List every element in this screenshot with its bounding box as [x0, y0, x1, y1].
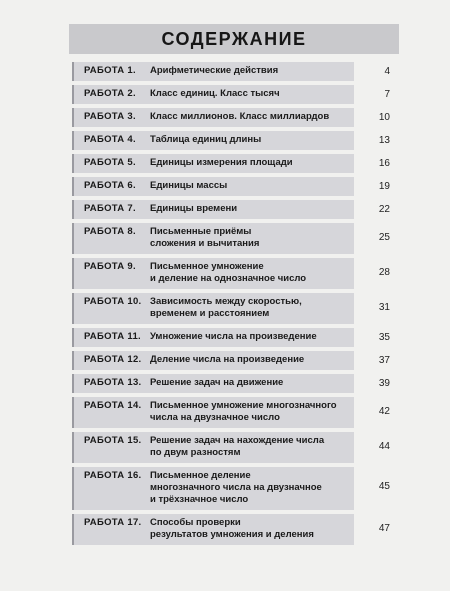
- toc-entry[interactable]: [72, 514, 390, 545]
- topic-title: Умножение числа на произведение: [150, 331, 317, 342]
- page-number: 42: [378, 406, 390, 417]
- work-number: РАБОТА 16.: [84, 470, 142, 481]
- work-number: РАБОТА 6.: [84, 180, 136, 191]
- toc-entry[interactable]: [72, 432, 390, 463]
- work-number: РАБОТА 15.: [84, 435, 142, 446]
- toc-entry-box: [72, 514, 354, 545]
- work-number: РАБОТА 17.: [84, 517, 142, 528]
- toc-entry[interactable]: [72, 62, 390, 81]
- work-number: РАБОТА 13.: [84, 377, 142, 388]
- work-number: РАБОТА 3.: [84, 111, 136, 122]
- toc-entry-box: [72, 374, 354, 393]
- toc-entry-box: [72, 177, 354, 196]
- page-number: 35: [378, 332, 390, 343]
- topic-title: Класс миллионов. Класс миллиардов: [150, 111, 330, 122]
- toc-entry-box: [72, 293, 354, 324]
- toc-entry-box: [72, 85, 354, 104]
- topic-title: Способы проверки результатов умножения и деления: [150, 517, 314, 540]
- toc-entry-box: [72, 397, 354, 428]
- topic-title: Арифметические действия: [150, 65, 279, 76]
- topic-title: Таблица единиц длины: [150, 134, 262, 145]
- page-number: 10: [378, 112, 390, 123]
- toc-entry-box: [72, 108, 354, 127]
- page-number: 37: [378, 355, 390, 366]
- topic-title: Решение задач на нахождение числа по двум разностям: [150, 435, 325, 458]
- page-number: 22: [378, 204, 390, 215]
- toc-entry[interactable]: [72, 467, 390, 510]
- page-number: 45: [378, 481, 390, 492]
- toc-entry-box: [72, 200, 354, 219]
- page-number: 19: [378, 181, 390, 192]
- toc-entry-box: [72, 131, 354, 150]
- work-number: РАБОТА 2.: [84, 88, 136, 99]
- page-number: 31: [378, 302, 390, 313]
- title-bar: [69, 24, 399, 54]
- page-number: 7: [384, 89, 390, 100]
- page-number: 13: [378, 135, 390, 146]
- topic-title: Единицы массы: [150, 180, 228, 191]
- work-number: РАБОТА 10.: [84, 296, 142, 307]
- toc-entry-box: [72, 154, 354, 173]
- work-number: РАБОТА 9.: [84, 261, 136, 272]
- topic-title: Письменное умножение и деление на однозначное число: [150, 261, 307, 284]
- work-number: РАБОТА 11.: [84, 331, 141, 342]
- toc-entry[interactable]: [72, 293, 390, 324]
- topic-title: Класс единиц. Класс тысяч: [150, 88, 280, 99]
- toc-entry-box: [72, 62, 354, 81]
- work-number: РАБОТА 5.: [84, 157, 136, 168]
- toc-entry[interactable]: [72, 223, 390, 254]
- toc-entry-box: [72, 467, 354, 510]
- work-number: РАБОТА 8.: [84, 226, 136, 237]
- toc-entry[interactable]: [72, 200, 390, 219]
- page-number: 39: [378, 378, 390, 389]
- toc-entry-box: [72, 351, 354, 370]
- topic-title: Зависимость между скоростью, временем и расстоянием: [150, 296, 302, 319]
- work-number: РАБОТА 7.: [84, 203, 136, 214]
- toc-entry[interactable]: [72, 258, 390, 289]
- topic-title: Единицы измерения площади: [150, 157, 293, 168]
- toc-entry-box: [72, 328, 354, 347]
- page-number: 16: [378, 158, 390, 169]
- topic-title: Письменное деление многозначного числа на двузначное и трёхзначное число: [150, 470, 322, 505]
- page-number: 28: [378, 267, 390, 278]
- topic-title: Деление числа на произведение: [150, 354, 305, 365]
- work-number: РАБОТА 1.: [84, 65, 136, 76]
- work-number: РАБОТА 14.: [84, 400, 142, 411]
- page-number: 25: [378, 232, 390, 243]
- page-number: 47: [378, 523, 390, 534]
- toc-entry-box: [72, 432, 354, 463]
- toc-entry[interactable]: [72, 85, 390, 104]
- topic-title: Единицы времени: [150, 203, 238, 214]
- toc-entry[interactable]: [72, 131, 390, 150]
- toc-entry[interactable]: [72, 351, 390, 370]
- toc-entry[interactable]: [72, 397, 390, 428]
- work-number: РАБОТА 4.: [84, 134, 136, 145]
- toc-entry[interactable]: [72, 177, 390, 196]
- toc-entry[interactable]: [72, 108, 390, 127]
- topic-title: Решение задач на движение: [150, 377, 284, 388]
- table-of-contents: [72, 62, 390, 549]
- topic-title: Письменные приёмы сложения и вычитания: [150, 226, 260, 249]
- page-number: 4: [384, 66, 390, 77]
- toc-entry[interactable]: [72, 328, 390, 347]
- toc-entry[interactable]: [72, 374, 390, 393]
- topic-title: Письменное умножение многозначного числа на двузначное число: [150, 400, 337, 423]
- work-number: РАБОТА 12.: [84, 354, 142, 365]
- page-number: 44: [378, 441, 390, 452]
- toc-entry[interactable]: [72, 154, 390, 173]
- toc-entry-box: [72, 258, 354, 289]
- toc-entry-box: [72, 223, 354, 254]
- page-title: СОДЕРЖАНИЕ: [161, 28, 307, 49]
